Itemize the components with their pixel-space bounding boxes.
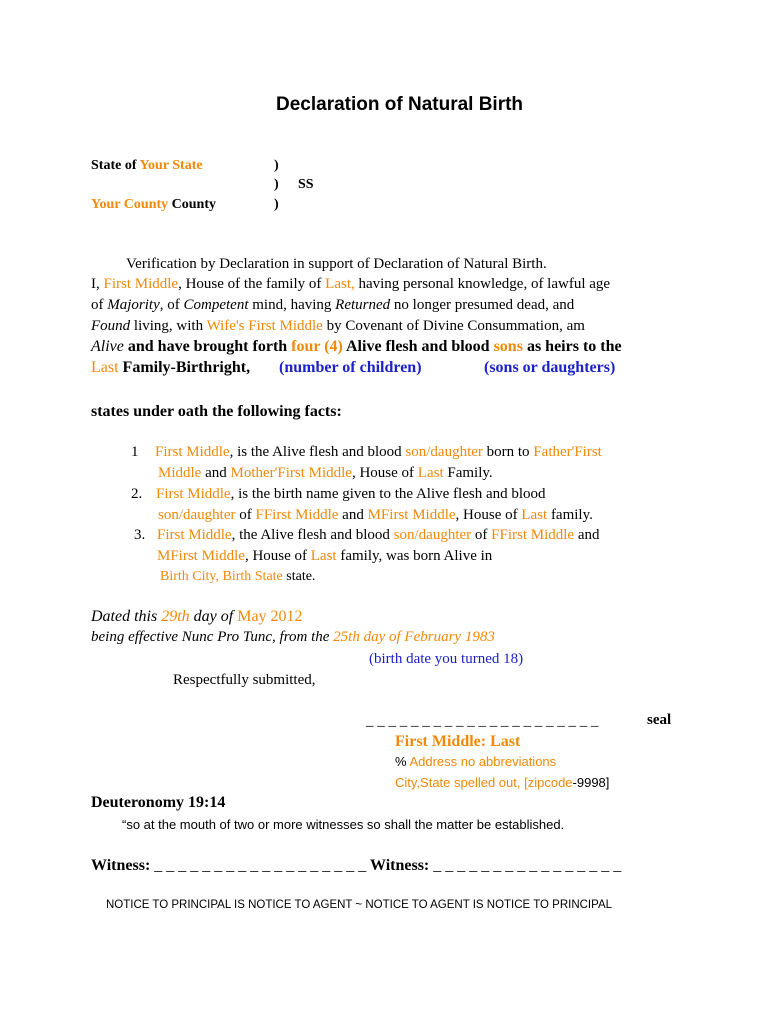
venue-county-line bbox=[91, 197, 216, 213]
father-placeholder: Father'First bbox=[533, 444, 602, 460]
name-placeholder: First Middle bbox=[103, 276, 179, 292]
address-placeholder: Address no abbreviations bbox=[406, 754, 557, 769]
fact-2-line-2 bbox=[158, 507, 593, 524]
scripture-reference: Deuteronomy 19:14 bbox=[91, 794, 226, 811]
father-placeholder: FFirst Middle bbox=[255, 507, 339, 523]
son-daughter-placeholder: son/daughter bbox=[405, 444, 483, 460]
text: , the Alive flesh and blood bbox=[231, 527, 394, 543]
text: , House of the family of bbox=[178, 276, 326, 292]
zip-suffix: -9998] bbox=[572, 775, 610, 790]
city-state-line bbox=[395, 775, 609, 790]
competent-word: Competent bbox=[183, 297, 249, 313]
text: by Covenant of Divine Consummation, am bbox=[322, 318, 585, 334]
verification-line: Verification by Declaration in support of Declaration of Natural Birth. bbox=[126, 256, 547, 272]
text: day of bbox=[189, 608, 238, 625]
intro-line-4 bbox=[91, 338, 622, 356]
address-line bbox=[395, 754, 556, 769]
county-value: Your County bbox=[91, 197, 169, 212]
intro-line-3 bbox=[91, 318, 585, 335]
count-placeholder: four (4) bbox=[291, 338, 343, 355]
seal-label: seal bbox=[647, 712, 672, 728]
text: I, bbox=[91, 276, 104, 292]
name-placeholder: First Middle bbox=[155, 444, 230, 460]
fact-2-line-1 bbox=[156, 486, 546, 503]
intro-line-5 bbox=[91, 359, 250, 377]
witness-signature-line-2: _ _ _ _ _ _ _ _ _ _ _ _ _ _ _ _ bbox=[433, 857, 622, 874]
oath-heading: states under oath the following facts: bbox=[91, 403, 342, 420]
witness-label-1: Witness: bbox=[91, 857, 155, 874]
venue-paren-3: ) bbox=[274, 197, 279, 212]
effective-date-placeholder: 25th day of February 1983 bbox=[333, 629, 495, 645]
month-placeholder: May 2012 bbox=[237, 608, 303, 625]
mother-placeholder: MFirst Middle bbox=[157, 548, 245, 564]
text: Alive flesh and blood bbox=[342, 338, 494, 355]
venue-state-line bbox=[91, 158, 203, 174]
fact-3-line-2 bbox=[157, 548, 492, 565]
text: Family. bbox=[443, 465, 493, 481]
text: , is the Alive flesh and blood bbox=[229, 444, 406, 460]
last-placeholder: Last bbox=[521, 507, 548, 523]
fact-1-line-1 bbox=[155, 444, 602, 461]
notice-footer: NOTICE TO PRINCIPAL IS NOTICE TO AGENT ~ NOTICE TO AGENT IS NOTICE TO PRINCIPAL bbox=[106, 899, 613, 911]
state-label: State of bbox=[91, 158, 140, 173]
mother-placeholder: MFirst Middle bbox=[367, 507, 456, 523]
text: , House of bbox=[455, 507, 522, 523]
father-placeholder: FFirst Middle bbox=[491, 527, 575, 543]
son-daughter-placeholder: son/daughter bbox=[393, 527, 472, 543]
fact-3-line-1 bbox=[157, 527, 600, 544]
text: Dated this bbox=[91, 608, 162, 625]
signature-line: _ _ _ _ _ _ _ _ _ _ _ _ _ _ _ _ _ _ _ _ _ bbox=[366, 713, 599, 729]
intro-line-1 bbox=[91, 276, 610, 293]
text: and bbox=[338, 507, 368, 523]
text: of bbox=[235, 507, 256, 523]
signer-name: First Middle: Last bbox=[395, 733, 521, 750]
fact-2-number: 2. bbox=[131, 486, 143, 502]
father-placeholder: Middle bbox=[158, 465, 202, 481]
last-placeholder: Last bbox=[417, 465, 444, 481]
text: being effective Nunc Pro Tunc, from the bbox=[91, 629, 334, 645]
text: , is the birth name given to the Alive flesh and blood bbox=[230, 486, 546, 502]
witness-signature-line-1: _ _ _ _ _ _ _ _ _ _ _ _ _ _ _ _ _ _ bbox=[154, 857, 367, 874]
text: born to bbox=[482, 444, 534, 460]
text: no longer presumed dead, and bbox=[390, 297, 575, 313]
birth-date-note: (birth date you turned 18) bbox=[369, 651, 524, 667]
text: mind, having bbox=[248, 297, 336, 313]
note-number-of-children: (number of children) bbox=[279, 359, 422, 376]
scripture-quote: “so at the mouth of two or more witnesses so shall the matter be established. bbox=[122, 817, 565, 832]
text: , House of bbox=[244, 548, 311, 564]
name-placeholder: First Middle bbox=[156, 486, 231, 502]
text: of bbox=[91, 297, 108, 313]
text: having personal knowledge, of lawful age bbox=[354, 276, 611, 292]
zip-placeholder: zipcode bbox=[527, 775, 573, 790]
day-placeholder: 29th bbox=[161, 608, 190, 625]
son-daughter-placeholder: son/daughter bbox=[158, 507, 236, 523]
found-word: Found bbox=[91, 318, 131, 334]
wife-placeholder: Wife's First Middle bbox=[206, 318, 323, 334]
dated-line bbox=[91, 608, 303, 626]
returned-word: Returned bbox=[335, 297, 391, 313]
witness-line bbox=[91, 857, 621, 875]
name-placeholder: First Middle bbox=[157, 527, 232, 543]
city-placeholder: City,State spelled out, [ bbox=[395, 775, 528, 790]
county-label: County bbox=[168, 197, 217, 212]
last-placeholder: Last bbox=[91, 359, 119, 376]
text: state. bbox=[282, 569, 316, 584]
note-sons-or-daughters: (sons or daughters) bbox=[484, 359, 616, 376]
text: , House of bbox=[351, 465, 418, 481]
venue-ss: SS bbox=[298, 177, 314, 192]
fact-1-number: 1 bbox=[131, 444, 139, 460]
text: and bbox=[201, 465, 231, 481]
care-of-symbol: % bbox=[395, 754, 407, 769]
text: family, was born Alive in bbox=[336, 548, 493, 564]
text: as heirs to the bbox=[522, 338, 622, 355]
state-value: Your State bbox=[139, 158, 203, 173]
text: living, with bbox=[130, 318, 207, 334]
text: , of bbox=[159, 297, 184, 313]
fact-3-line-3 bbox=[160, 569, 315, 585]
venue-paren-2: ) bbox=[274, 177, 279, 192]
mother-placeholder: Mother'First Middle bbox=[230, 465, 352, 481]
intro-line-2 bbox=[91, 297, 574, 314]
text: and bbox=[574, 527, 600, 543]
text: of bbox=[471, 527, 492, 543]
text: family. bbox=[547, 507, 593, 523]
respectfully-submitted: Respectfully submitted, bbox=[173, 672, 316, 688]
birth-place-placeholder: Birth City, Birth State bbox=[160, 569, 283, 584]
page-title: Declaration of Natural Birth bbox=[276, 94, 524, 115]
witness-label-2: Witness: bbox=[366, 857, 434, 874]
nunc-pro-tunc-line bbox=[91, 629, 495, 646]
text: and have brought forth bbox=[123, 338, 292, 355]
venue-paren-1: ) bbox=[274, 158, 279, 173]
last-placeholder: Last, bbox=[325, 276, 355, 292]
alive-word: Alive bbox=[91, 338, 124, 355]
fact-3-number: 3. bbox=[134, 527, 146, 543]
majority-word: Majority bbox=[107, 297, 160, 313]
fact-1-line-2 bbox=[158, 465, 493, 482]
sons-placeholder: sons bbox=[493, 338, 523, 355]
last-placeholder: Last bbox=[310, 548, 337, 564]
text: Family-Birthright, bbox=[118, 359, 251, 376]
